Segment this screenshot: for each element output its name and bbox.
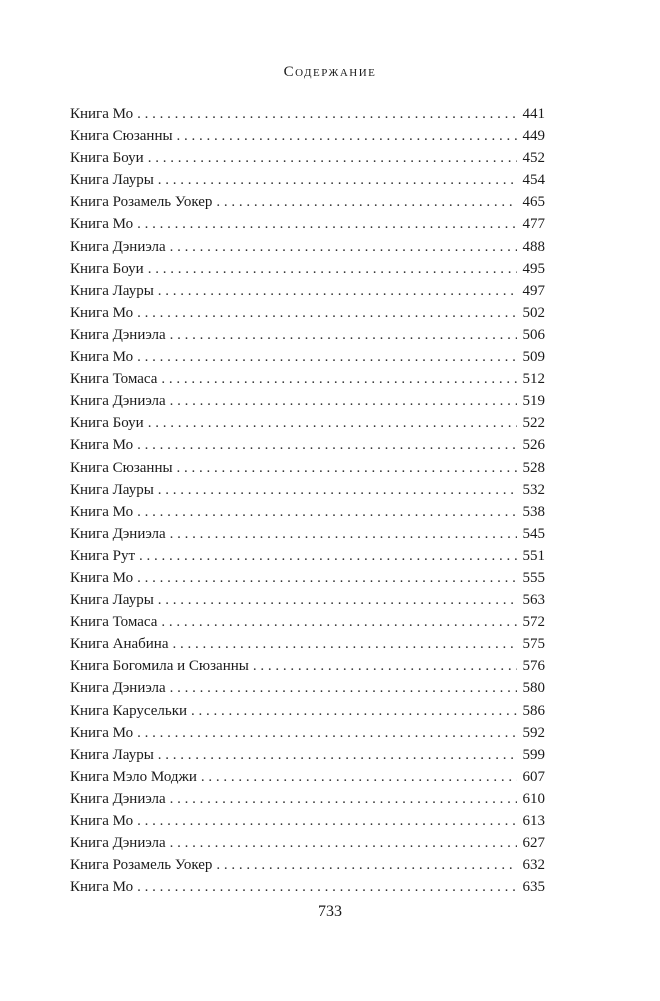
toc-entry-title: Книга Сюзанны <box>70 128 173 145</box>
dot-leader <box>170 677 517 699</box>
toc-entry[interactable] <box>70 766 545 788</box>
toc-entry-page: 538 <box>522 503 545 520</box>
toc-entry[interactable] <box>70 191 545 213</box>
toc-entry-title: Книга Боуи <box>70 415 144 432</box>
toc-entry[interactable] <box>70 722 545 744</box>
dot-leader <box>170 390 517 412</box>
toc-entry-page: 580 <box>522 680 545 697</box>
toc-entry[interactable] <box>70 655 545 677</box>
toc-entry-title: Книга Сюзанны <box>70 459 173 476</box>
dot-leader <box>148 412 517 434</box>
toc-entry[interactable] <box>70 302 545 324</box>
dot-leader <box>216 854 517 876</box>
dot-leader <box>137 434 517 456</box>
toc-entry-title: Книга Дэниэла <box>70 525 166 542</box>
toc-entry-page: 449 <box>522 128 545 145</box>
toc-entry-title: Книга Мо <box>70 879 134 896</box>
toc-entry-page: 576 <box>522 658 545 675</box>
dot-leader <box>170 324 517 346</box>
toc-entry-title: Книга Лауры <box>70 592 154 609</box>
toc-entry[interactable] <box>70 633 545 655</box>
toc-entry[interactable] <box>70 324 545 346</box>
toc-entry[interactable] <box>70 412 545 434</box>
toc-entry-title: Книга Мо <box>70 503 134 520</box>
toc-entry[interactable] <box>70 390 545 412</box>
toc-entry[interactable] <box>70 479 545 501</box>
toc-entry[interactable] <box>70 545 545 567</box>
toc-entry-page: 610 <box>522 790 545 807</box>
toc-entry-page: 465 <box>522 194 545 211</box>
toc-entry-page: 632 <box>522 857 545 874</box>
toc-entry-title: Книга Богомила и Сюзанны <box>70 658 249 675</box>
toc-entry-page: 519 <box>522 393 545 410</box>
toc-entry-page: 563 <box>522 592 545 609</box>
dot-leader <box>137 302 517 324</box>
toc-entry-page: 522 <box>522 415 545 432</box>
toc-entry-title: Книга Рут <box>70 547 136 564</box>
toc-entry-title: Книга Дэниэла <box>70 326 166 343</box>
dot-leader <box>170 832 517 854</box>
toc-entry[interactable] <box>70 567 545 589</box>
dot-leader <box>170 788 517 810</box>
toc-entry[interactable] <box>70 810 545 832</box>
toc-entry-title: Книга Мо <box>70 106 134 122</box>
toc-entry-title: Книга Розамель Уокер <box>70 857 213 874</box>
toc-entry-title: Книга Лауры <box>70 172 154 189</box>
toc-entry[interactable] <box>70 523 545 545</box>
dot-leader <box>201 766 517 788</box>
toc-entry-title: Книга Лауры <box>70 481 154 498</box>
dot-leader <box>216 191 517 213</box>
toc-entry-title: Книга Боуи <box>70 260 144 277</box>
dot-leader <box>177 125 517 147</box>
toc-entry[interactable] <box>70 368 545 390</box>
toc-entry-title: Книга Мо <box>70 437 134 454</box>
dot-leader <box>158 169 517 191</box>
dot-leader <box>161 368 517 390</box>
toc-entry-page: 545 <box>522 525 545 542</box>
toc-entry-title: Книга Мо <box>70 216 134 233</box>
toc-entry[interactable] <box>70 213 545 235</box>
running-head: Содержание <box>283 64 377 80</box>
dot-leader <box>172 633 517 655</box>
toc-entry-page: 607 <box>522 768 545 785</box>
page-number: 733 <box>318 903 342 920</box>
toc-entry-page: 502 <box>522 304 545 321</box>
toc-entry[interactable] <box>70 169 545 191</box>
toc-entry-title: Книга Лауры <box>70 282 154 299</box>
toc-entry[interactable] <box>70 346 545 368</box>
toc-entry[interactable] <box>70 677 545 699</box>
toc-entry[interactable] <box>70 434 545 456</box>
dot-leader <box>158 744 517 766</box>
toc-entry-title: Книга Мо <box>70 724 134 741</box>
toc-entry-title: Книга Дэниэла <box>70 835 166 852</box>
dot-leader <box>137 722 517 744</box>
dot-leader <box>137 501 517 523</box>
toc-entry-title: Книга Дэниэла <box>70 680 166 697</box>
dot-leader <box>137 213 517 235</box>
toc-entry-page: 551 <box>522 547 545 564</box>
table-of-contents <box>70 103 545 898</box>
toc-entry[interactable] <box>70 744 545 766</box>
toc-entry-page: 532 <box>522 481 545 498</box>
toc-entry-title: Книга Мо <box>70 569 134 586</box>
toc-entry[interactable] <box>70 457 545 479</box>
toc-entry[interactable] <box>70 280 545 302</box>
toc-entry-page: 627 <box>522 835 545 852</box>
dot-leader <box>177 457 517 479</box>
toc-entry-page: 454 <box>522 172 545 189</box>
toc-entry[interactable] <box>70 236 545 258</box>
toc-entry[interactable] <box>70 147 545 169</box>
toc-entry-page: 528 <box>522 459 545 476</box>
dot-leader <box>148 258 517 280</box>
toc-entry[interactable] <box>70 589 545 611</box>
toc-entry-page: 635 <box>522 879 545 896</box>
toc-entry[interactable] <box>70 788 545 810</box>
toc-entry-title: Книга Дэниэла <box>70 790 166 807</box>
dot-leader <box>137 103 517 125</box>
dot-leader <box>137 876 517 898</box>
dot-leader <box>148 147 517 169</box>
dot-leader <box>139 545 517 567</box>
toc-entry-title: Книга Мо <box>70 349 134 366</box>
toc-entry-title: Книга Боуи <box>70 150 144 167</box>
toc-entry-page: 575 <box>522 636 545 653</box>
dot-leader <box>158 280 517 302</box>
toc-entry[interactable] <box>70 103 545 125</box>
dot-leader <box>161 611 517 633</box>
dot-leader <box>253 655 517 677</box>
toc-entry-title: Книга Томаса <box>70 614 158 631</box>
toc-entry-title: Книга Розамель Уокер <box>70 194 213 211</box>
toc-entry[interactable] <box>70 832 545 854</box>
toc-entry[interactable] <box>70 125 545 147</box>
toc-entry-page: 509 <box>522 349 545 366</box>
toc-entry-title: Книга Карусельки <box>70 702 188 719</box>
dot-leader <box>158 589 517 611</box>
toc-entry-title: Книга Мэло Моджи <box>70 768 197 785</box>
toc-entry-page: 586 <box>522 702 545 719</box>
toc-entry-title: Книга Дэниэла <box>70 238 166 255</box>
toc-entry-title: Книга Мо <box>70 813 134 829</box>
toc-entry-page: 452 <box>522 150 545 167</box>
dot-leader <box>137 346 517 368</box>
toc-entry[interactable] <box>70 258 545 280</box>
toc-entry[interactable] <box>70 876 545 898</box>
toc-entry-title: Книга Дэниэла <box>70 393 166 410</box>
toc-entry-page: 526 <box>522 437 545 454</box>
toc-entry[interactable] <box>70 700 545 722</box>
dot-leader <box>191 700 517 722</box>
toc-entry-page: 495 <box>522 260 545 277</box>
dot-leader <box>170 236 517 258</box>
dot-leader <box>137 810 517 832</box>
toc-entry-title: Книга Мо <box>70 304 134 321</box>
toc-entry-title: Книга Анабина <box>70 636 169 653</box>
toc-entry-title: Книга Томаса <box>70 371 158 388</box>
toc-entry-page: 512 <box>522 371 545 388</box>
toc-entry[interactable] <box>70 501 545 523</box>
toc-entry[interactable] <box>70 611 545 633</box>
toc-entry-page: 592 <box>522 724 545 741</box>
toc-entry-title: Книга Лауры <box>70 746 154 763</box>
dot-leader <box>170 523 517 545</box>
toc-entry-page: 599 <box>522 746 545 763</box>
toc-entry-page: 497 <box>522 282 545 299</box>
toc-entry-page: 506 <box>522 326 545 343</box>
toc-entry-page: 555 <box>522 569 545 586</box>
toc-entry[interactable] <box>70 854 545 876</box>
toc-entry-page: 441 <box>522 106 545 122</box>
dot-leader <box>137 567 517 589</box>
dot-leader <box>158 479 517 501</box>
toc-entry-page: 477 <box>522 216 545 233</box>
toc-entry-page: 613 <box>522 813 545 829</box>
toc-entry-page: 572 <box>522 614 545 631</box>
toc-entry-page: 488 <box>522 238 545 255</box>
